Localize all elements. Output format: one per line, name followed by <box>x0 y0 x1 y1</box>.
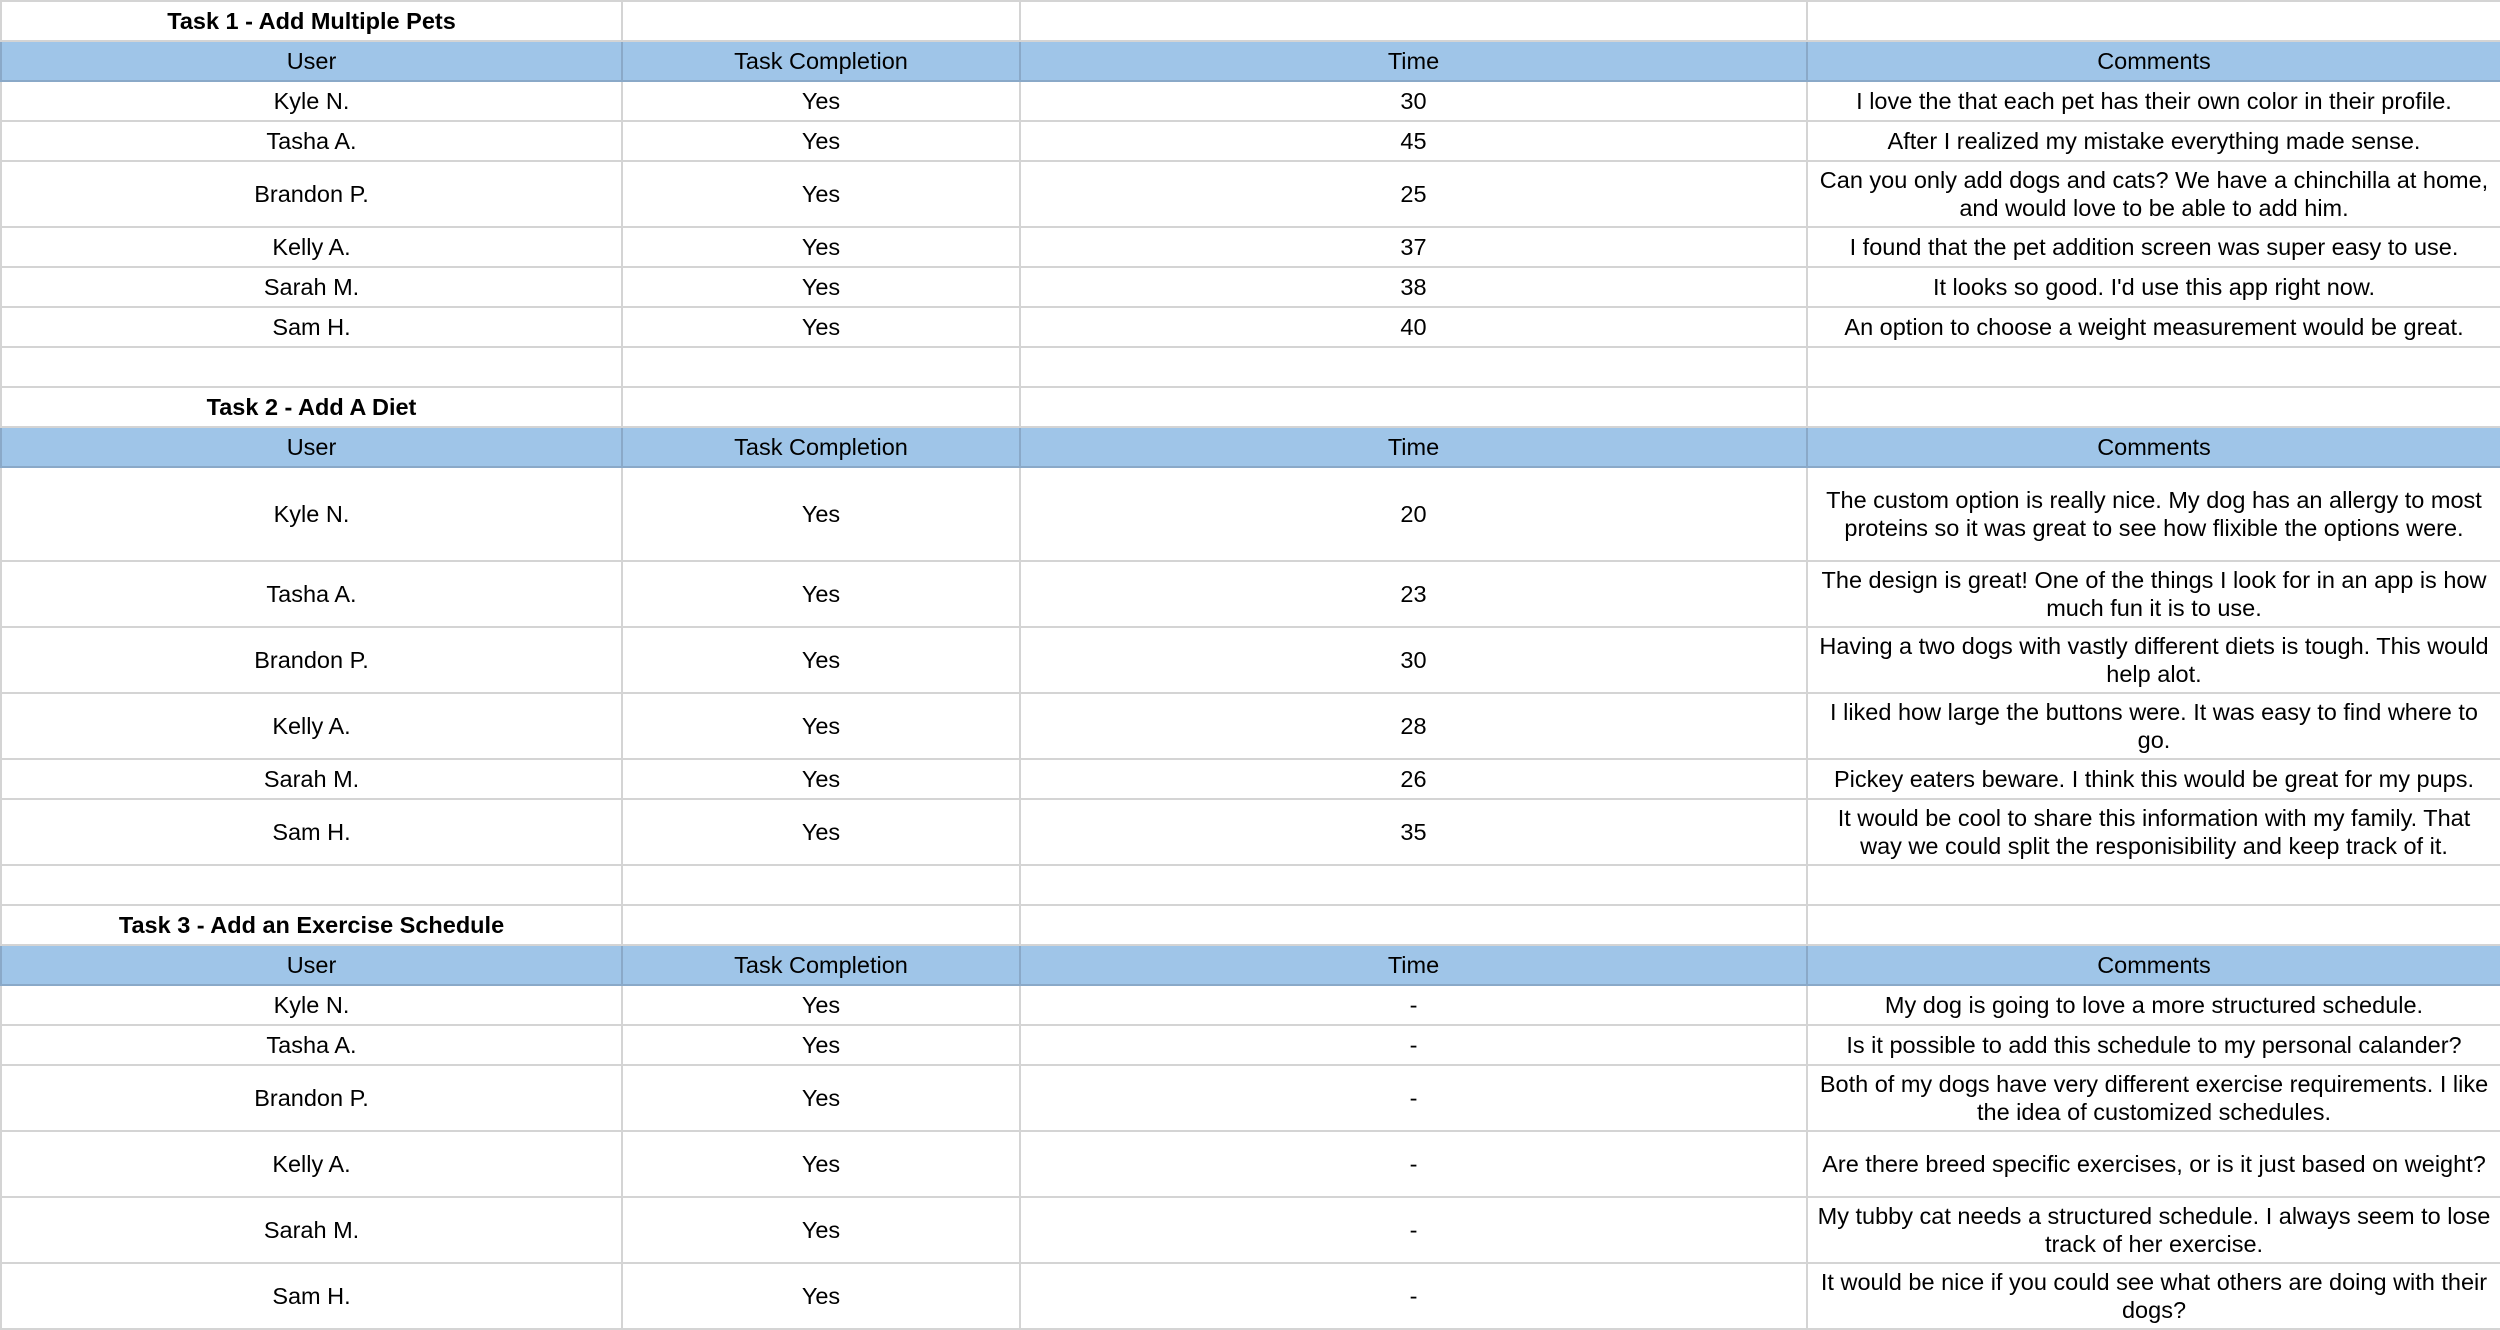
completion-cell[interactable]: Yes <box>622 1025 1020 1065</box>
empty-cell[interactable] <box>1020 387 1807 427</box>
table-row <box>1 1025 2500 1065</box>
user-cell[interactable]: Kyle N. <box>1 81 622 121</box>
user-cell[interactable]: Sarah M. <box>1 267 622 307</box>
header-time[interactable]: Time <box>1020 427 1807 467</box>
header-time[interactable]: Time <box>1020 41 1807 81</box>
time-cell[interactable]: 25 <box>1020 161 1807 227</box>
user-cell[interactable]: Kelly A. <box>1 1131 622 1197</box>
user-cell[interactable]: Sam H. <box>1 1263 622 1329</box>
empty-cell[interactable] <box>1807 347 2500 387</box>
header-comments[interactable]: Comments <box>1807 41 2500 81</box>
table-row <box>1 121 2500 161</box>
completion-cell[interactable]: Yes <box>622 227 1020 267</box>
table-row <box>1 1263 2500 1329</box>
completion-cell[interactable]: Yes <box>622 627 1020 693</box>
empty-cell[interactable] <box>1020 1 1807 41</box>
task-title-row <box>1 905 2500 945</box>
empty-cell[interactable] <box>622 1 1020 41</box>
empty-cell[interactable] <box>1807 387 2500 427</box>
table-row <box>1 467 2500 561</box>
empty-cell[interactable] <box>1807 865 2500 905</box>
time-cell[interactable]: 35 <box>1020 799 1807 865</box>
empty-cell[interactable] <box>1 865 622 905</box>
completion-cell[interactable]: Yes <box>622 1197 1020 1263</box>
completion-cell[interactable]: Yes <box>622 759 1020 799</box>
user-cell[interactable]: Tasha A. <box>1 561 622 627</box>
user-cell[interactable]: Kelly A. <box>1 227 622 267</box>
completion-cell[interactable]: Yes <box>622 1065 1020 1131</box>
table-row <box>1 81 2500 121</box>
comment-cell[interactable]: I liked how large the buttons were. It was easy to find where to go. <box>1807 693 2500 759</box>
table-row <box>1 985 2500 1025</box>
spacer-row <box>1 347 2500 387</box>
time-cell[interactable]: - <box>1020 985 1807 1025</box>
empty-cell[interactable] <box>1807 905 2500 945</box>
time-cell[interactable]: 40 <box>1020 307 1807 347</box>
completion-cell[interactable]: Yes <box>622 799 1020 865</box>
table-row <box>1 759 2500 799</box>
column-header-row <box>1 41 2500 81</box>
time-cell[interactable]: - <box>1020 1131 1807 1197</box>
task-title-row <box>1 1 2500 41</box>
user-cell[interactable]: Tasha A. <box>1 121 622 161</box>
user-cell[interactable]: Tasha A. <box>1 1025 622 1065</box>
user-cell[interactable]: Kelly A. <box>1 693 622 759</box>
empty-cell[interactable] <box>1020 905 1807 945</box>
time-cell[interactable]: - <box>1020 1025 1807 1065</box>
header-user[interactable]: User <box>1 41 622 81</box>
comment-cell[interactable]: Having a two dogs with vastly different diets is tough. This would help alot. <box>1807 627 2500 693</box>
header-comments[interactable]: Comments <box>1807 945 2500 985</box>
comment-cell[interactable]: It would be cool to share this information with my family. That way we could split the responisibility and keep track of it. <box>1807 799 2500 865</box>
task-title[interactable]: Task 2 - Add A Diet <box>1 387 622 427</box>
empty-cell[interactable] <box>1 347 622 387</box>
user-cell[interactable]: Kyle N. <box>1 467 622 561</box>
empty-cell[interactable] <box>622 865 1020 905</box>
comment-cell[interactable]: It looks so good. I'd use this app right now. <box>1807 267 2500 307</box>
table-row <box>1 161 2500 227</box>
completion-cell[interactable]: Yes <box>622 985 1020 1025</box>
task-title[interactable]: Task 3 - Add an Exercise Schedule <box>1 905 622 945</box>
user-cell[interactable]: Kyle N. <box>1 985 622 1025</box>
completion-cell[interactable]: Yes <box>622 307 1020 347</box>
user-cell[interactable]: Sarah M. <box>1 1197 622 1263</box>
completion-cell[interactable]: Yes <box>622 561 1020 627</box>
table-row <box>1 227 2500 267</box>
header-task-completion[interactable]: Task Completion <box>622 945 1020 985</box>
comment-cell[interactable]: Pickey eaters beware. I think this would be great for my pups. <box>1807 759 2500 799</box>
table-row <box>1 799 2500 865</box>
empty-cell[interactable] <box>1020 865 1807 905</box>
table-row <box>1 267 2500 307</box>
completion-cell[interactable]: Yes <box>622 161 1020 227</box>
table-row <box>1 1197 2500 1263</box>
time-cell[interactable]: 20 <box>1020 467 1807 561</box>
time-cell[interactable]: 30 <box>1020 627 1807 693</box>
empty-cell[interactable] <box>1020 347 1807 387</box>
table-row <box>1 307 2500 347</box>
comment-cell[interactable]: Can you only add dogs and cats? We have a chinchilla at home, and would love to be able to add him. <box>1807 161 2500 227</box>
comment-cell[interactable]: It would be nice if you could see what others are doing with their dogs? <box>1807 1263 2500 1329</box>
header-task-completion[interactable]: Task Completion <box>622 41 1020 81</box>
completion-cell[interactable]: Yes <box>622 693 1020 759</box>
time-cell[interactable]: 26 <box>1020 759 1807 799</box>
comment-cell[interactable]: Is it possible to add this schedule to my personal calander? <box>1807 1025 2500 1065</box>
empty-cell[interactable] <box>622 347 1020 387</box>
time-cell[interactable]: - <box>1020 1197 1807 1263</box>
table-row <box>1 627 2500 693</box>
time-cell[interactable]: - <box>1020 1065 1807 1131</box>
header-task-completion[interactable]: Task Completion <box>622 427 1020 467</box>
completion-cell[interactable]: Yes <box>622 121 1020 161</box>
comment-cell[interactable]: After I realized my mistake everything made sense. <box>1807 121 2500 161</box>
comment-cell[interactable]: Are there breed specific exercises, or is it just based on weight? <box>1807 1131 2500 1197</box>
spacer-row <box>1 865 2500 905</box>
completion-cell[interactable]: Yes <box>622 1131 1020 1197</box>
task-title[interactable]: Task 1 - Add Multiple Pets <box>1 1 622 41</box>
user-cell[interactable]: Brandon P. <box>1 1065 622 1131</box>
time-cell[interactable]: 28 <box>1020 693 1807 759</box>
user-cell[interactable]: Brandon P. <box>1 161 622 227</box>
time-cell[interactable]: 23 <box>1020 561 1807 627</box>
empty-cell[interactable] <box>622 387 1020 427</box>
comment-cell[interactable]: The design is great! One of the things I look for in an app is how much fun it is to use. <box>1807 561 2500 627</box>
user-cell[interactable]: Brandon P. <box>1 627 622 693</box>
comment-cell[interactable]: The custom option is really nice. My dog has an allergy to most proteins so it was great to see how flixible the options were. <box>1807 467 2500 561</box>
completion-cell[interactable]: Yes <box>622 467 1020 561</box>
column-header-row <box>1 427 2500 467</box>
comment-cell[interactable]: An option to choose a weight measurement would be great. <box>1807 307 2500 347</box>
header-user[interactable]: User <box>1 945 622 985</box>
time-cell[interactable]: 45 <box>1020 121 1807 161</box>
table-row <box>1 1065 2500 1131</box>
comment-cell[interactable]: My dog is going to love a more structured schedule. <box>1807 985 2500 1025</box>
empty-cell[interactable] <box>622 905 1020 945</box>
user-cell[interactable]: Sam H. <box>1 799 622 865</box>
time-cell[interactable]: - <box>1020 1263 1807 1329</box>
header-user[interactable]: User <box>1 427 622 467</box>
comment-cell[interactable]: I love the that each pet has their own color in their profile. <box>1807 81 2500 121</box>
completion-cell[interactable]: Yes <box>622 267 1020 307</box>
completion-cell[interactable]: Yes <box>622 81 1020 121</box>
time-cell[interactable]: 37 <box>1020 227 1807 267</box>
user-cell[interactable]: Sarah M. <box>1 759 622 799</box>
task-title-row <box>1 387 2500 427</box>
time-cell[interactable]: 30 <box>1020 81 1807 121</box>
comment-cell[interactable]: Both of my dogs have very different exercise requirements. I like the idea of customized schedules. <box>1807 1065 2500 1131</box>
completion-cell[interactable]: Yes <box>622 1263 1020 1329</box>
table-row <box>1 693 2500 759</box>
comment-cell[interactable]: I found that the pet addition screen was super easy to use. <box>1807 227 2500 267</box>
user-cell[interactable]: Sam H. <box>1 307 622 347</box>
comment-cell[interactable]: My tubby cat needs a structured schedule. I always seem to lose track of her exercise. <box>1807 1197 2500 1263</box>
time-cell[interactable]: 38 <box>1020 267 1807 307</box>
empty-cell[interactable] <box>1807 1 2500 41</box>
table-row <box>1 561 2500 627</box>
header-comments[interactable]: Comments <box>1807 427 2500 467</box>
header-time[interactable]: Time <box>1020 945 1807 985</box>
column-header-row <box>1 945 2500 985</box>
table-row <box>1 1131 2500 1197</box>
